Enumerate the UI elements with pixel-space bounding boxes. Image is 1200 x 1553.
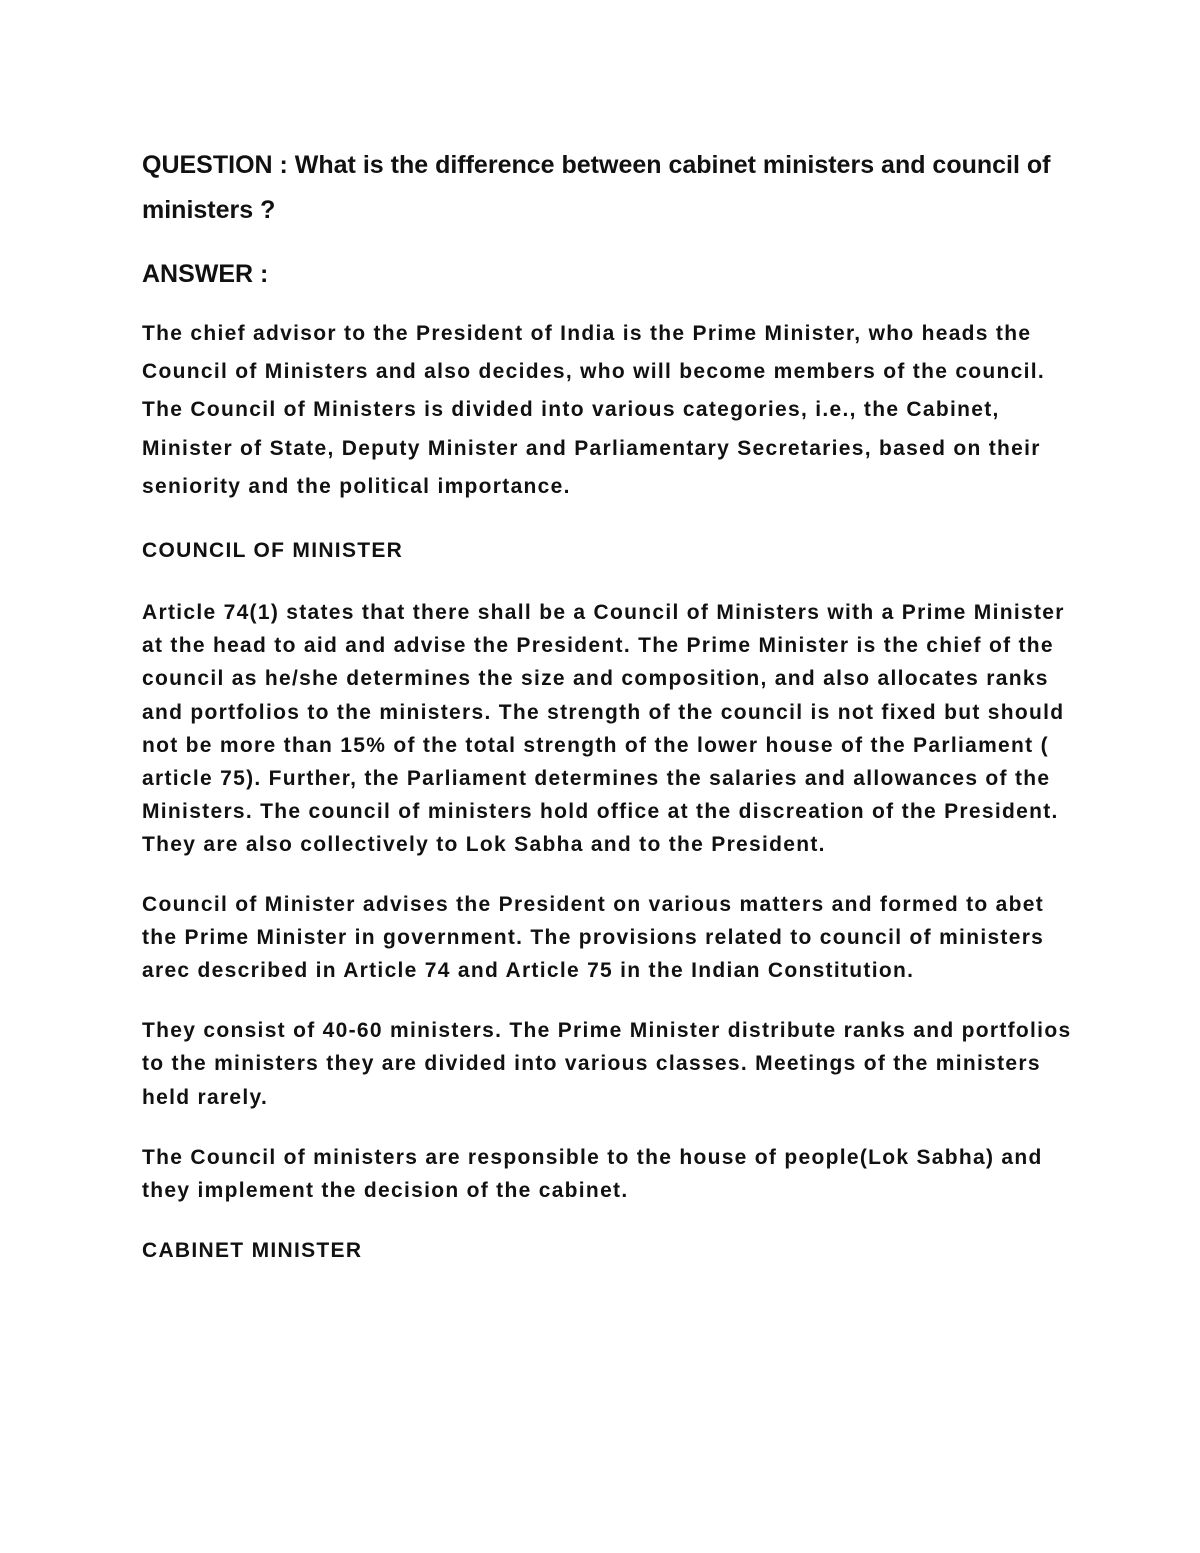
question-heading: QUESTION : What is the difference between cabinet ministers and council of ministers ? <box>142 151 1051 224</box>
document-content <box>142 143 1072 1266</box>
council-paragraph: The Council of ministers are responsible to the house of people(Lok Sabha) and they implement the decision of the cabinet. <box>142 1145 1043 1203</box>
council-paragraph: They consist of 40-60 ministers. The Prime Minister distribute ranks and portfolios to the ministers they are divided into various classes. Meetings of the ministers held rarely. <box>142 1019 1072 1109</box>
intro-paragraph: The chief advisor to the President of India is the Prime Minister, who heads the Council of Ministers and also decides, who will become members of the council. The Council of Ministers is divided into various categories, i.e., the Cabinet, Minister of State, Deputy Minister and Parliamentary Secretaries, based on their seniority and the political importance. <box>142 322 1046 498</box>
answer-label: ANSWER : <box>142 260 269 288</box>
council-of-minister-heading: COUNCIL OF MINISTER <box>142 539 404 563</box>
council-paragraph: Council of Minister advises the President on various matters and formed to abet the Prime Minister in government. The provisions related to council of ministers arec described in Article 74 and Article 75 in the Indian Constitution. <box>142 892 1045 983</box>
council-paragraph: Article 74(1) states that there shall be a Council of Ministers with a Prime Minister at the head to aid and advise the President. The Prime Minister is the chief of the council as he/she determines the size and composition, and also allocates ranks and portfolios to the ministers. The strength of the council is not fixed but should not be more than 15% of the total strength of the lower house of the Parliament ( article 75). Further, the Parliament determines the salaries and allowances of the Ministers. The council of ministers hold office at the discreation of the President. They are also collectively to Lok Sabha and to the President. <box>142 601 1065 857</box>
cabinet-minister-heading: CABINET MINISTER <box>142 1239 363 1263</box>
